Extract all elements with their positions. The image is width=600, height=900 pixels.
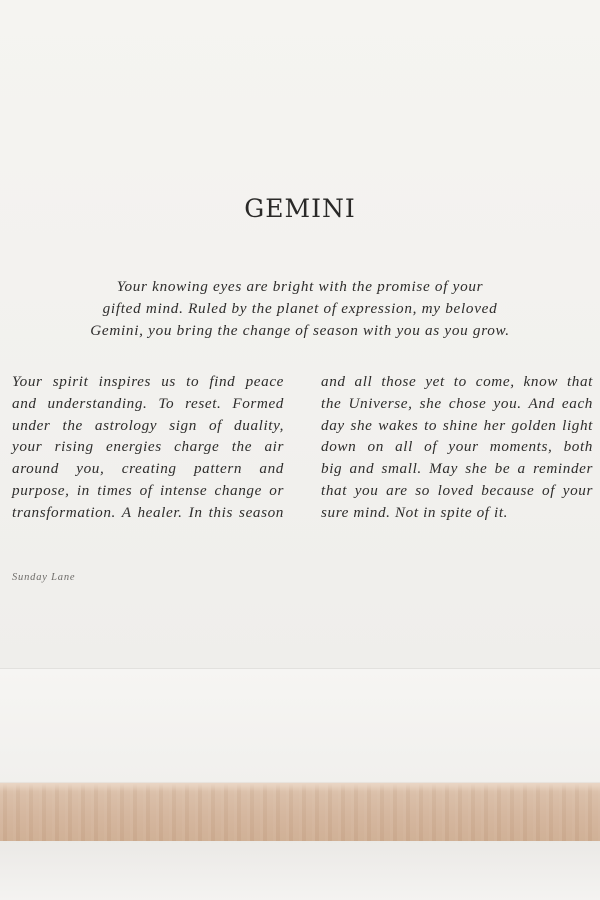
right-column-line: and all those yet to come, know that xyxy=(321,373,593,390)
left-column-line: and understanding. To reset. Formed xyxy=(12,394,284,412)
wooden-hanger-rail xyxy=(0,783,600,841)
left-column-line: transformation. A healer. In this season xyxy=(12,503,284,521)
background-surface xyxy=(0,841,600,900)
right-column-line: sure mind. Not in spite of it. xyxy=(321,503,509,521)
left-column-line: around you, creating pattern and xyxy=(12,460,284,478)
left-column-line: your rising energies charge the air xyxy=(12,438,284,456)
print-title: GEMINI xyxy=(244,194,356,223)
right-column-line: big and small. May she be a reminder xyxy=(321,460,593,478)
right-column-line: the Universe, she chose you. And each xyxy=(321,394,593,412)
intro-line: gifted mind. Ruled by the planet of expression, my beloved xyxy=(102,300,498,317)
signature: Sunday Lane xyxy=(12,572,76,583)
frame-mat-area xyxy=(0,669,600,783)
intro-line: Gemini, you bring the change of season with you as you grow. xyxy=(90,322,510,339)
intro-paragraph xyxy=(60,276,540,342)
right-column-line: day she wakes to shine her golden light xyxy=(321,416,593,434)
left-column-line: under the astrology sign of duality, xyxy=(12,416,284,434)
left-text-column xyxy=(12,371,284,524)
right-text-column xyxy=(321,371,593,524)
right-column-line: down on all of your moments, both xyxy=(321,438,593,456)
right-column-line: that you are so loved because of your xyxy=(321,481,593,499)
left-column-line: purpose, in times of intense change or xyxy=(12,481,284,499)
left-column-line: Your spirit inspires us to find peace xyxy=(12,373,284,390)
intro-line: Your knowing eyes are bright with the promise of your xyxy=(116,278,484,295)
